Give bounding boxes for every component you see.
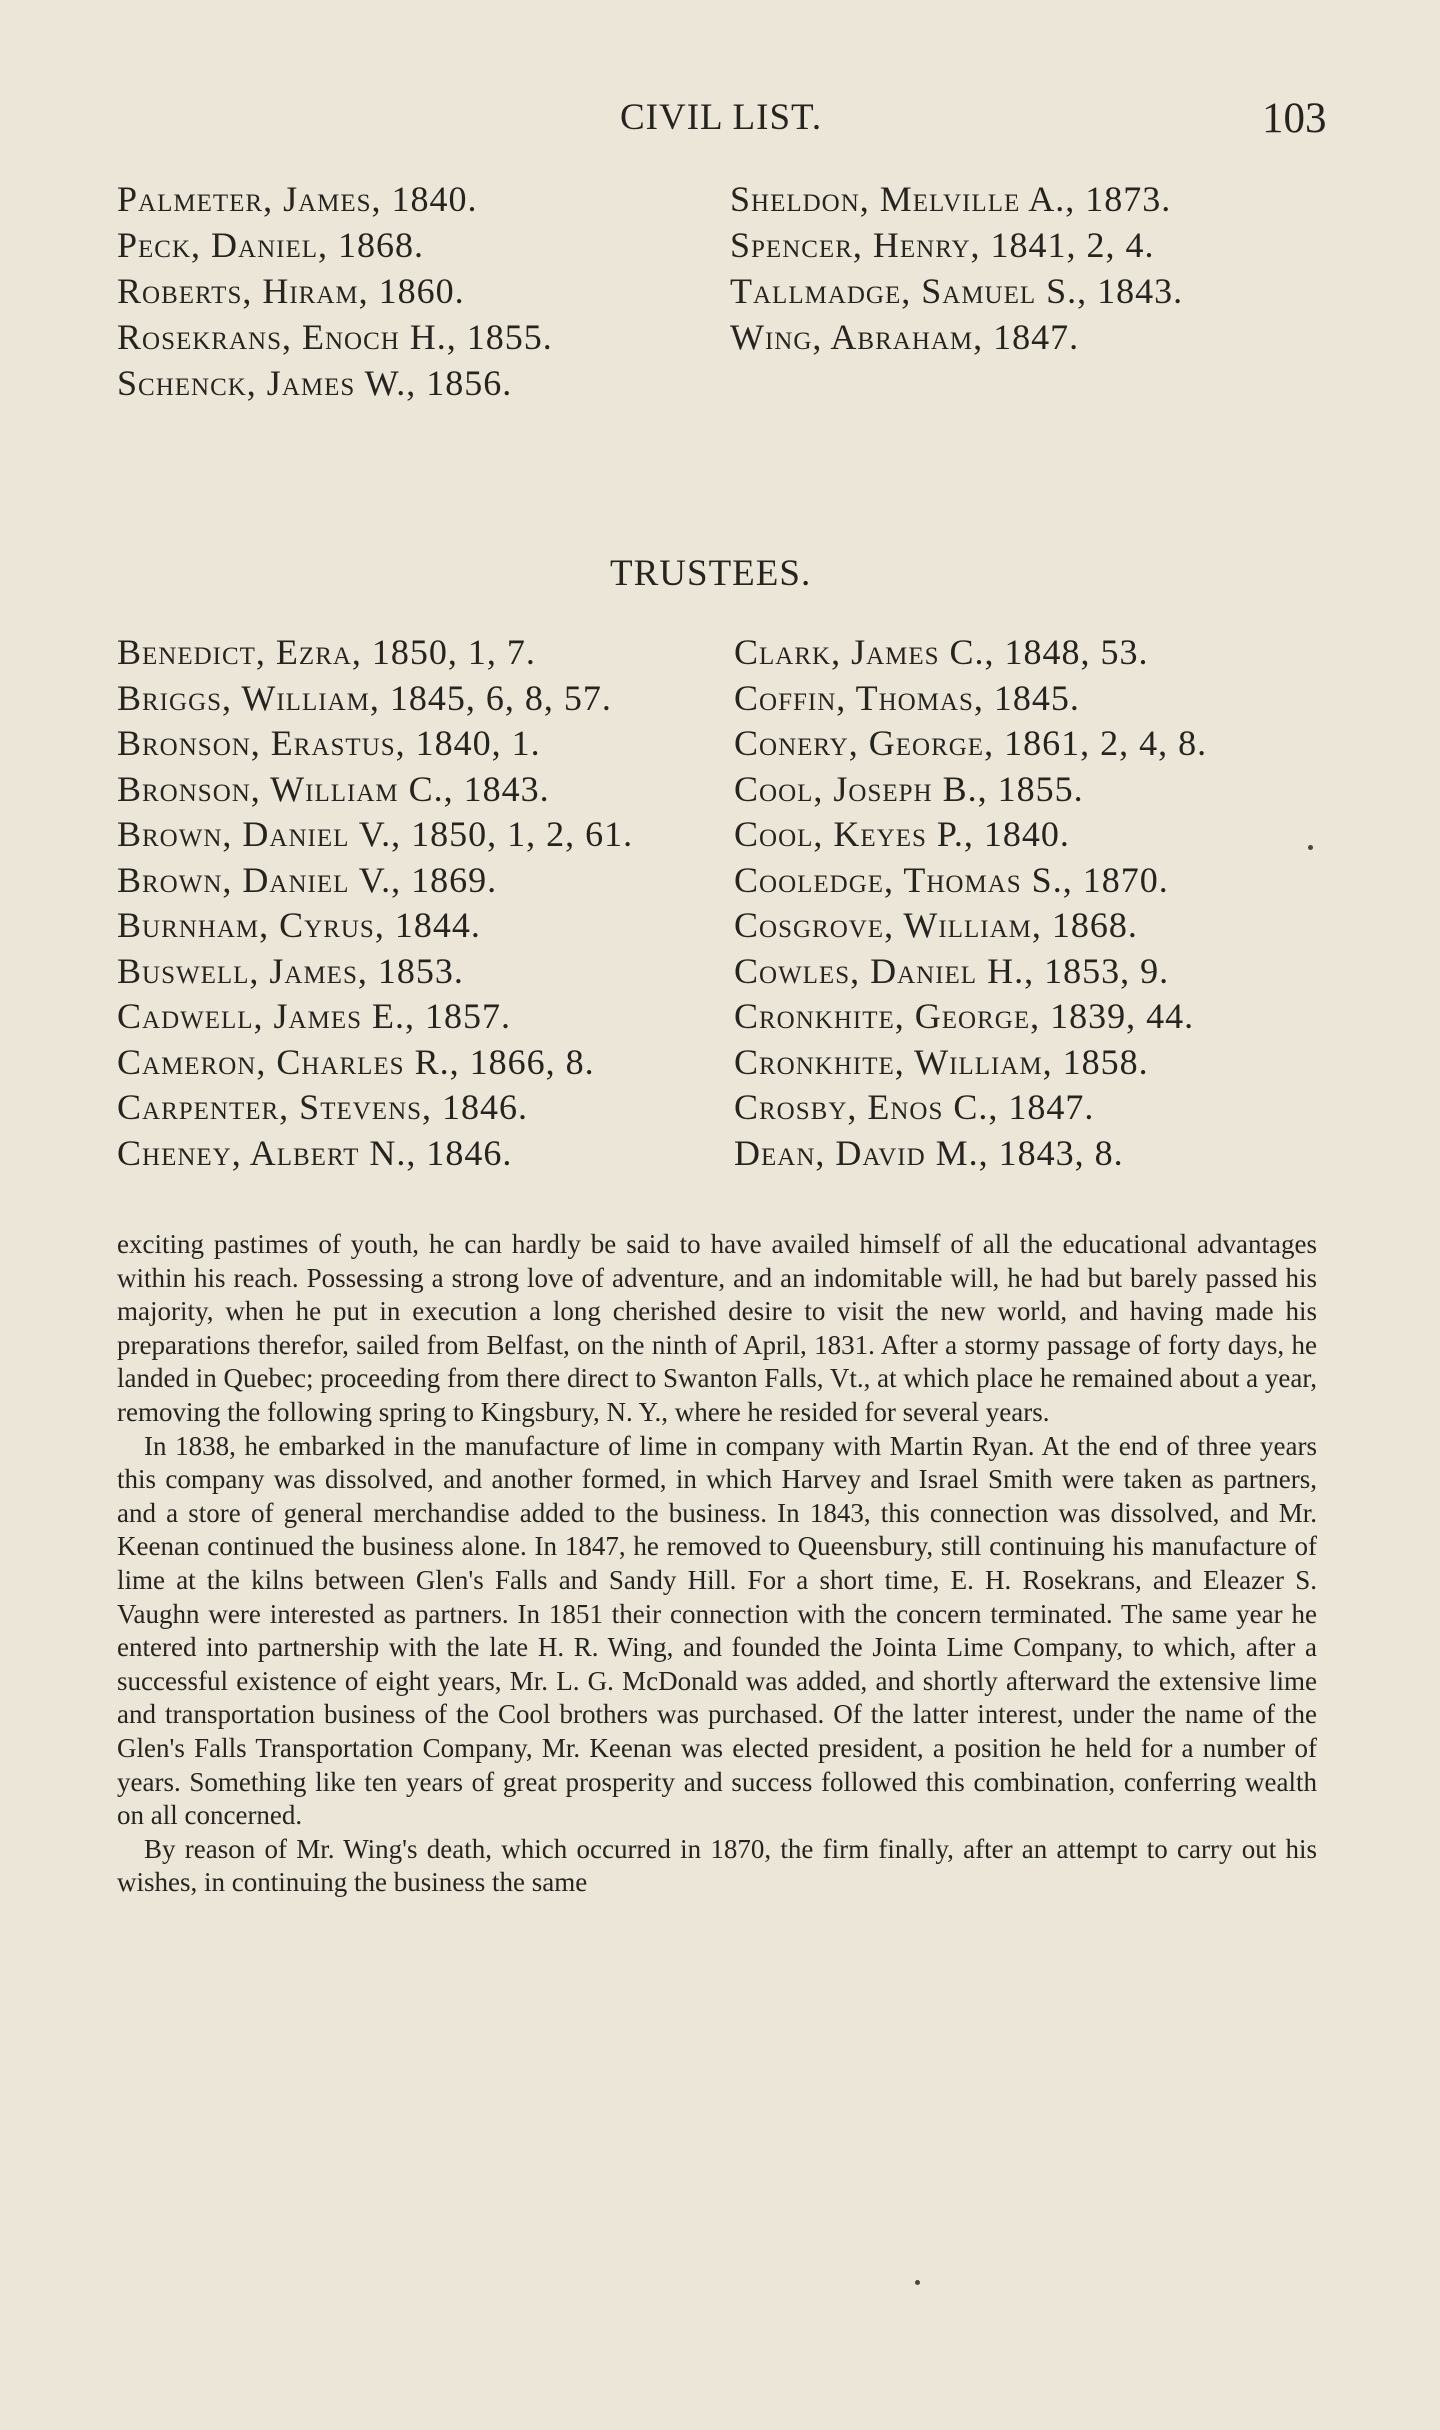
list-item: Cameron, Charles R., 1866, 8.: [117, 1041, 595, 1082]
list-item: Cheney, Albert N., 1846.: [117, 1132, 513, 1173]
running-head: CIVIL LIST.: [620, 97, 823, 138]
list-item: Benedict, Ezra, 1850, 1, 7.: [117, 632, 536, 672]
list-item: Bronson, William C., 1843.: [117, 768, 550, 809]
list-item: Brown, Daniel V., 1869.: [117, 859, 498, 900]
list-item: Buswell, James, 1853.: [117, 950, 464, 991]
list-item: Peck, Daniel, 1868.: [117, 225, 424, 265]
page-number: 103: [1262, 95, 1327, 142]
list-item: Sheldon, Melville A., 1873.: [730, 179, 1172, 219]
list-item: Bronson, Erastus, 1840, 1.: [117, 723, 541, 763]
list-item: Cosgrove, William, 1868.: [734, 905, 1138, 945]
list-item: Wing, Abraham, 1847.: [730, 317, 1080, 357]
list-item: Cowles, Daniel H., 1853, 9.: [734, 950, 1170, 991]
trustees-list-right: [734, 630, 1207, 1176]
name-list-left: [117, 176, 553, 406]
list-item: Coffin, Thomas, 1845.: [734, 677, 1080, 718]
list-item: Rosekrans, Enoch H., 1855.: [117, 317, 553, 357]
paper-speck: [1308, 845, 1313, 850]
paper-speck: [915, 2280, 920, 2285]
list-item: Schenck, James W., 1856.: [117, 363, 513, 403]
paragraph: By reason of Mr. Wing's death, which occurred in 1870, the firm finally, after an attempt to carry out his wishes, in continuing the business the same: [117, 1833, 1317, 1898]
paragraph: exciting pastimes of youth, he can hardly be said to have availed himself of all the educational advantages within his reach. Possessing a strong love of adventure, and an indomitable will, he had but barely passed his majority, when he put in execution a long cherished desire to visit the new world, and having made his preparations therefor, sailed from Belfast, on the ninth of April, 1831. After a stormy passage of forty days, he landed in Quebec; proceeding from there direct to Swanton Falls, Vt., at which place he remained about a year, removing the following spring to Kingsbury, N. Y., where he resided for several years.: [117, 1229, 1317, 1427]
list-item: Cooledge, Thomas S., 1870.: [734, 859, 1169, 900]
list-item: Roberts, Hiram, 1860.: [117, 271, 465, 311]
list-item: Palmeter, James, 1840.: [117, 179, 478, 219]
list-item: Burnham, Cyrus, 1844.: [117, 905, 481, 945]
section-heading-trustees: TRUSTEES.: [610, 553, 812, 594]
list-item: Briggs, William, 1845, 6, 8, 57.: [117, 677, 612, 718]
paragraph: In 1838, he embarked in the manufacture of lime in company with Martin Ryan. At the end of three years this company was dissolved, and another formed, in which Harvey and Israel Smith were taken as partners, and a store of general merchandise added to the business. In 1843, this connection was dissolved, and Mr. Keenan continued the business alone. In 1847, he removed to Queensbury, still continuing his manufacture of lime at the kilns between Glen's Falls and Sandy Hill. For a short time, E. H. Rosekrans, and Eleazer S. Vaughn were interested as partners. In 1851 their connection with the concern terminated. The same year he entered into partnership with the late H. R. Wing, and founded the Jointa Lime Company, to which, after a successful existence of eight years, Mr. L. G. McDonald was added, and shortly afterward the extensive lime and transportation business of the Cool brothers was purchased. Of the latter interest, under the name of the Glen's Falls Transportation Company, Mr. Keenan was elected president, a position he held for a number of years. Something like ten years of great prosperity and success followed this combination, conferring wealth on all concerned.: [117, 1430, 1317, 1831]
list-item: Clark, James C., 1848, 53.: [734, 632, 1149, 672]
list-item: Tallmadge, Samuel S., 1843.: [730, 271, 1184, 311]
list-item: Crosby, Enos C., 1847.: [734, 1087, 1095, 1127]
list-item: Cadwell, James E., 1857.: [117, 996, 511, 1036]
body-text: [117, 1228, 1317, 1900]
trustees-list-left: [117, 630, 633, 1176]
list-item: Carpenter, Stevens, 1846.: [117, 1087, 529, 1127]
name-list-right: [730, 176, 1183, 360]
list-item: Cool, Keyes P., 1840.: [734, 814, 1070, 854]
list-item: Conery, George, 1861, 2, 4, 8.: [734, 723, 1208, 763]
list-item: Brown, Daniel V., 1850, 1, 2, 61.: [117, 814, 634, 854]
list-item: Cronkhite, William, 1858.: [734, 1041, 1149, 1082]
list-item: Dean, David M., 1843, 8.: [734, 1132, 1124, 1173]
list-item: Cronkhite, George, 1839, 44.: [734, 996, 1195, 1036]
list-item: Spencer, Henry, 1841, 2, 4.: [730, 225, 1155, 265]
page-header: [0, 94, 1440, 144]
list-item: Cool, Joseph B., 1855.: [734, 768, 1084, 809]
